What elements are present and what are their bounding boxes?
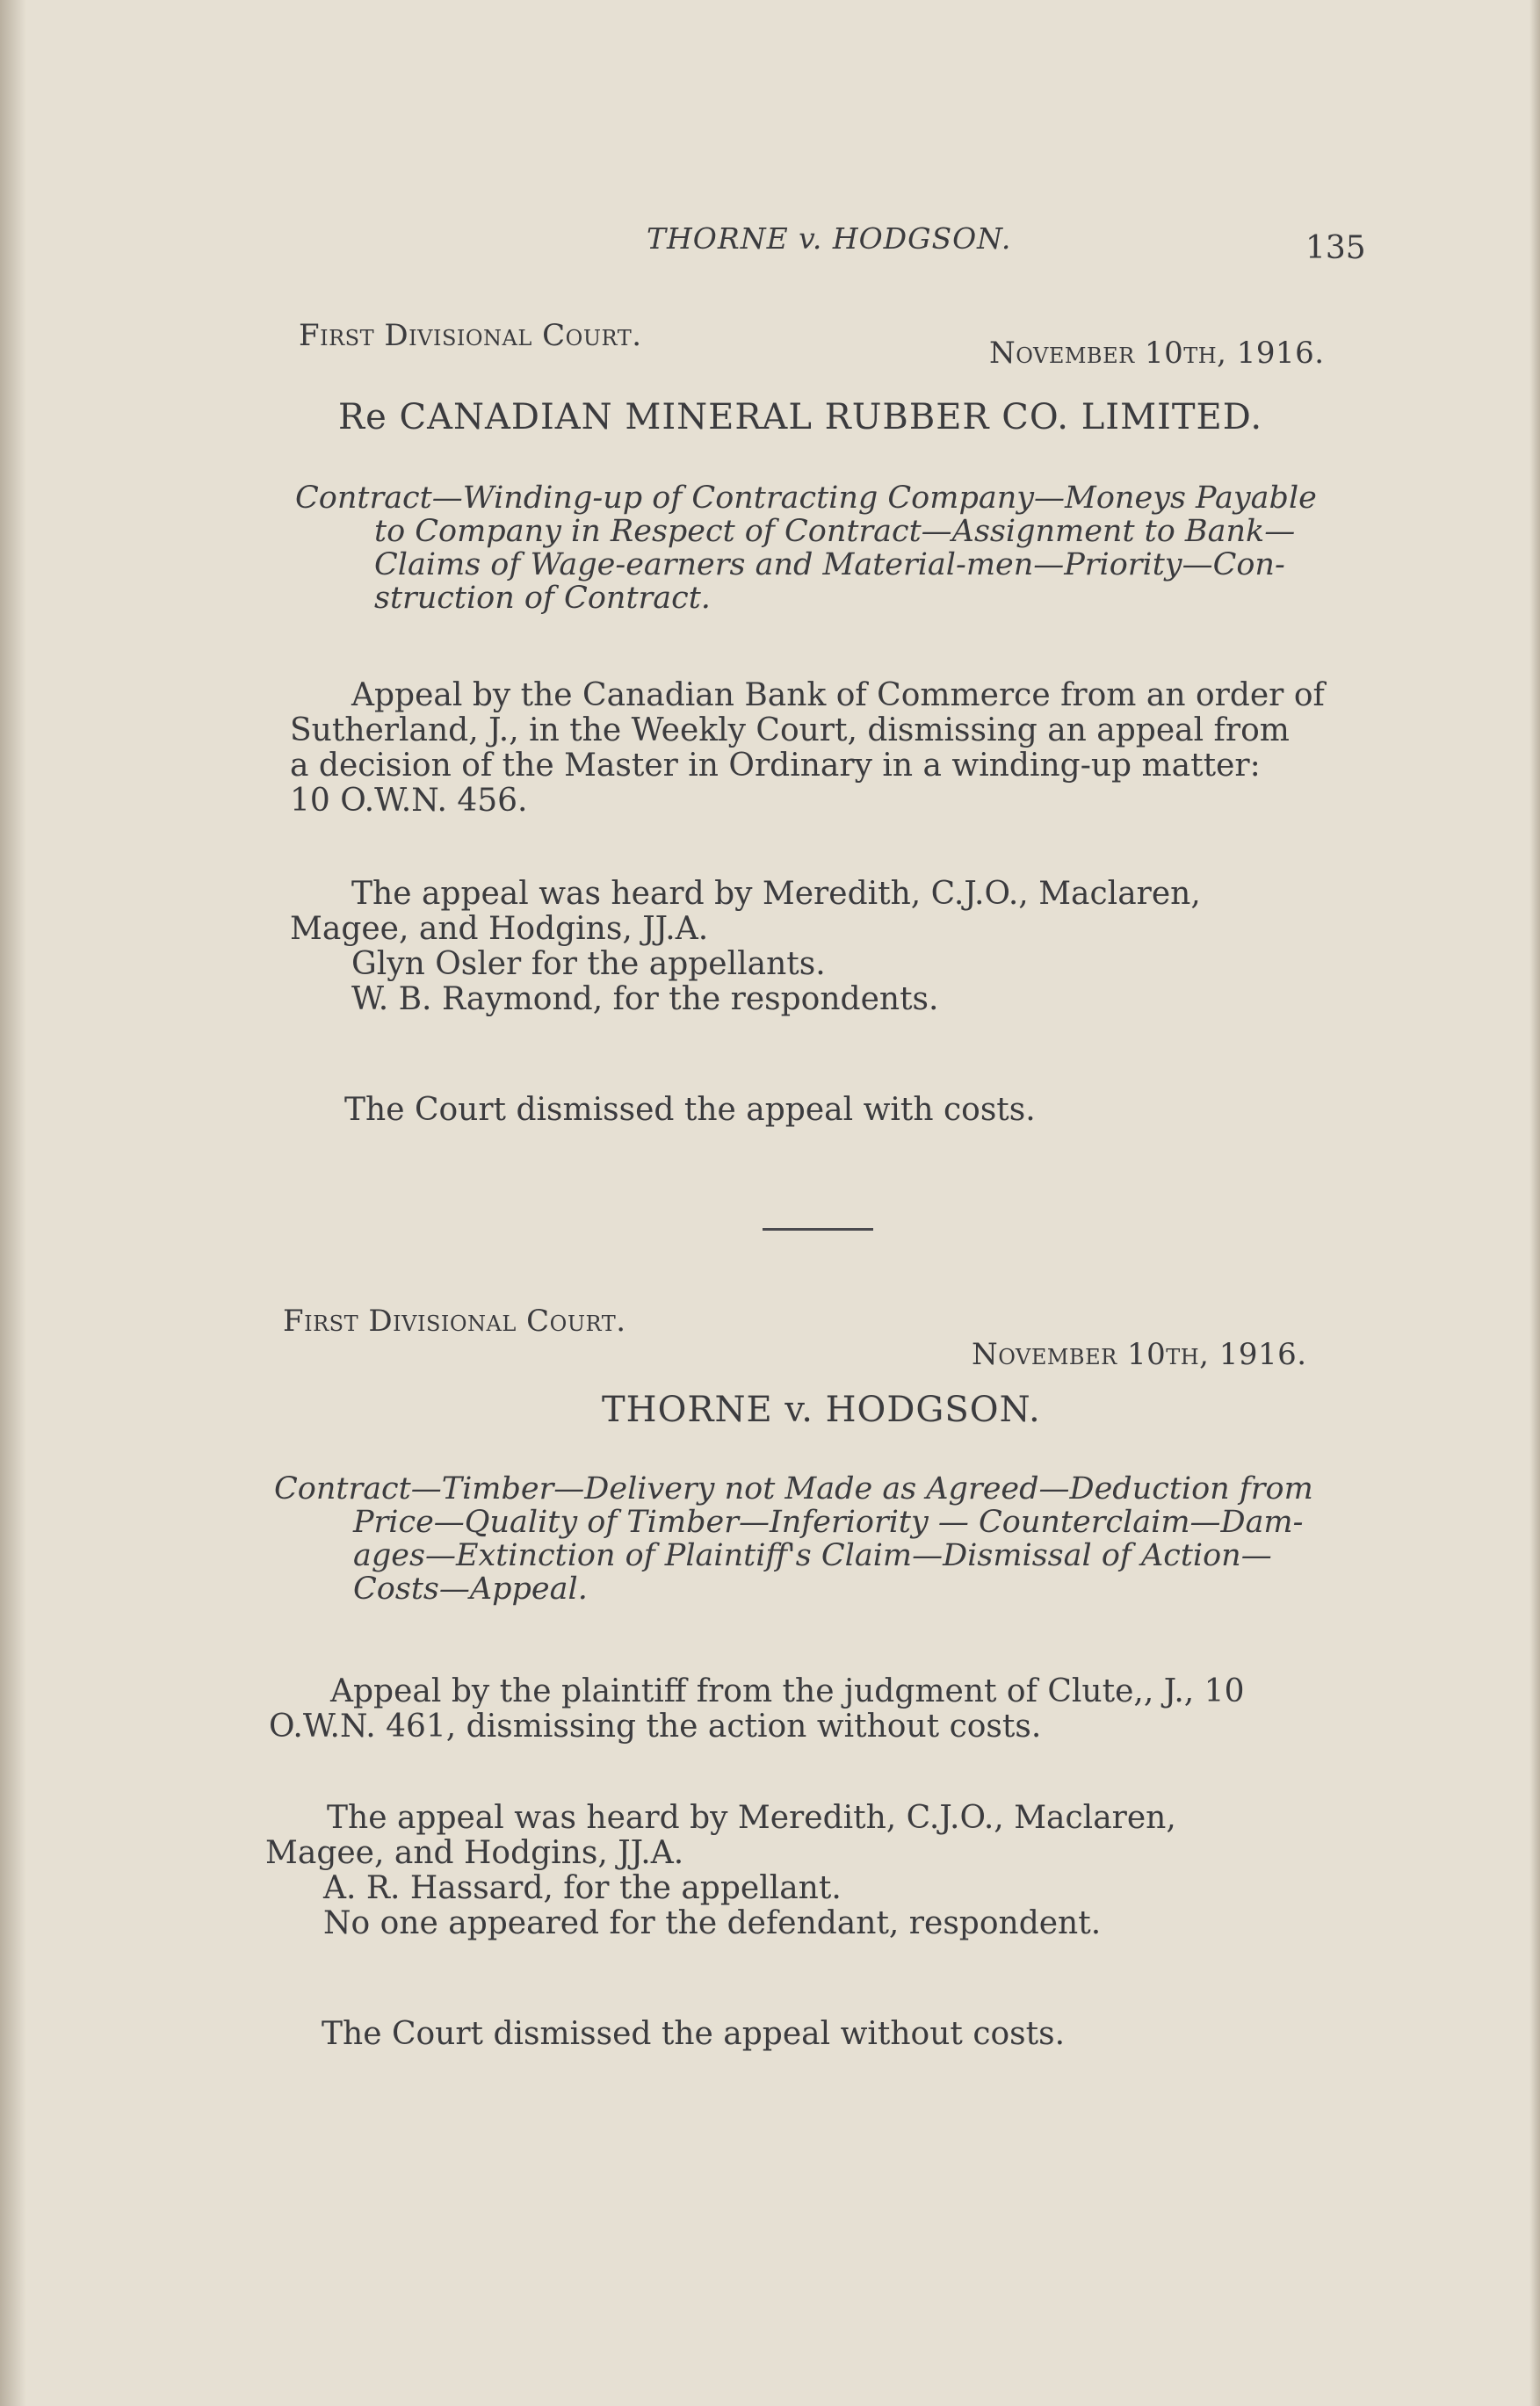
paragraph-line: Sutherland, J., in the Weekly Court, dismissing an appeal from	[290, 712, 1290, 748]
paragraph-line: Appeal by the plaintiff from the judgment of Clute,, J., 10	[330, 1673, 1245, 1709]
case2-date: November 10th, 1916.	[972, 1337, 1307, 1372]
case1-court: First Divisional Court.	[299, 318, 642, 353]
case1-title: Re CANADIAN MINERAL RUBBER CO. LIMITED.	[338, 397, 1263, 437]
headnote-line: Price—Quality of Timber—Inferiority — Counterclaim—Dam-	[353, 1505, 1304, 1540]
case1-date: November 10th, 1916.	[989, 336, 1325, 371]
headnote-line: Costs—Appeal.	[353, 1571, 588, 1607]
case2-headnote	[274, 1472, 1355, 1606]
counsel-line: Glyn Osler for the appellants.	[351, 946, 826, 982]
paragraph-line: a decision of the Master in Ordinary in a winding-up matter:	[290, 748, 1261, 784]
case2-result: The Court dismissed the appeal without costs.	[322, 2016, 1066, 2052]
page-edge-shadow-right	[1529, 0, 1540, 2406]
headnote-line: ages—Extinction of Plaintiff's Claim—Dismissal of Action—	[353, 1538, 1272, 1573]
paragraph-line: Appeal by the Canadian Bank of Commerce from an order of	[351, 677, 1325, 713]
paragraph-line: Magee, and Hodgins, JJ.A.	[290, 911, 709, 947]
headnote-line: Contract—Winding-up of Contracting Company—Moneys Payable	[295, 480, 1317, 516]
case2-title: THORNE v. HODGSON.	[602, 1390, 1041, 1430]
paragraph-line: 10 O.W.N. 456.	[290, 783, 528, 819]
case1-headnote	[295, 481, 1369, 615]
counsel-line: A. R. Hassard, for the appellant.	[323, 1870, 842, 1906]
paragraph-line: O.W.N. 461, dismissing the action without costs.	[269, 1709, 1042, 1745]
counsel-line: No one appeared for the defendant, respondent.	[323, 1905, 1102, 1941]
case2-court: First Divisional Court.	[283, 1304, 626, 1339]
case1-result: The Court dismissed the appeal with costs.	[344, 1092, 1036, 1128]
case1-heard-paragraph	[290, 877, 1201, 1017]
case2-appeal-paragraph	[269, 1674, 1244, 1745]
headnote-line: struction of Contract.	[374, 581, 711, 616]
paragraph-line: Magee, and Hodgins, JJ.A.	[265, 1835, 684, 1871]
headnote-line: Contract—Timber—Delivery not Made as Agreed—Deduction from	[274, 1471, 1313, 1506]
case1-appeal-paragraph	[290, 678, 1325, 819]
paragraph-line: The appeal was heard by Meredith, C.J.O., Maclaren,	[351, 876, 1201, 912]
counsel-line: W. B. Raymond, for the respondents.	[351, 981, 939, 1017]
page-edge-shadow-left	[0, 0, 26, 2406]
headnote-line: to Company in Respect of Contract—Assignment to Bank—	[374, 514, 1296, 549]
page-number: 135	[1305, 230, 1366, 266]
paragraph-line: The appeal was heard by Meredith, C.J.O., Maclaren,	[327, 1800, 1176, 1836]
running-head: THORNE v. HODGSON.	[647, 221, 1012, 256]
case2-heard-paragraph	[265, 1801, 1176, 1941]
headnote-line: Claims of Wage-earners and Material-men—Priority—Con-	[374, 547, 1285, 582]
section-divider	[763, 1228, 873, 1231]
